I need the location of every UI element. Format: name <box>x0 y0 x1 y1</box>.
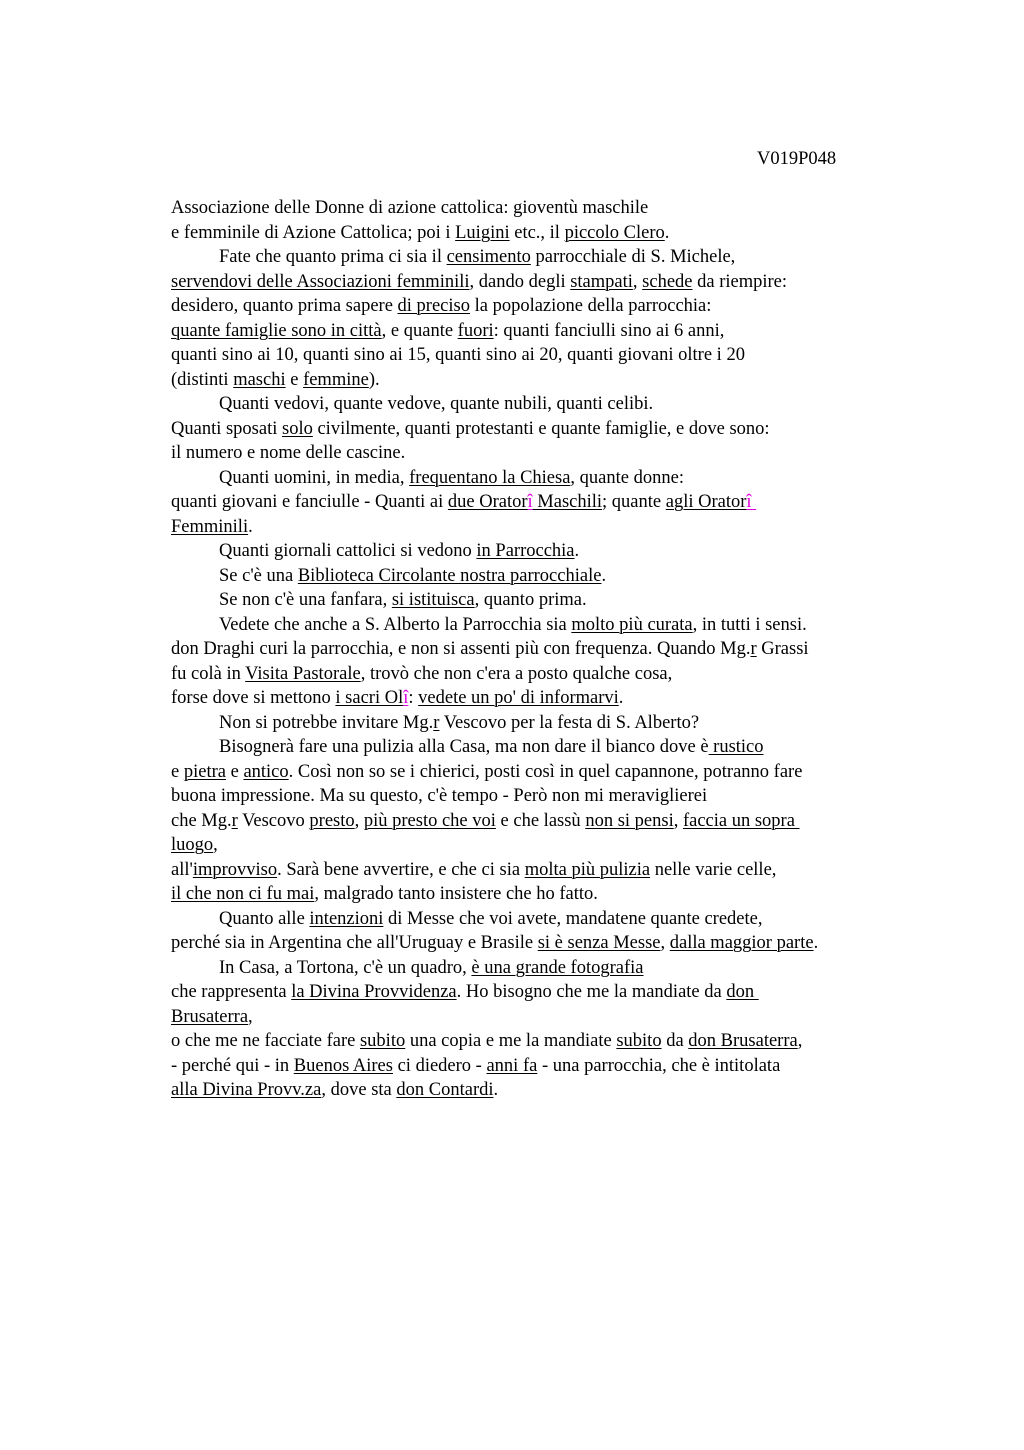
underlined-text: r <box>433 712 440 733</box>
underlined-text: molta più pulizia <box>524 859 651 880</box>
underlined-text: î <box>527 492 533 512</box>
underlined-text: î <box>403 688 409 708</box>
text-segment: e che lassù <box>495 810 586 831</box>
text-line <box>171 711 971 736</box>
text-segment: Vescovo <box>237 810 310 831</box>
underlined-text: quante famiglie sono in città <box>171 320 382 341</box>
text-line <box>171 735 971 760</box>
underlined-text: rustico <box>708 737 764 757</box>
letter-body <box>171 196 971 1103</box>
text-segment: : quanti fanciulli sino ai 6 anni, <box>493 320 725 341</box>
text-line <box>171 1005 971 1030</box>
text-segment: , <box>248 1006 253 1027</box>
underlined-text: i sacri Ol <box>335 688 404 708</box>
text-line <box>171 760 971 785</box>
underlined-text: servendovi delle Associazioni femminili <box>171 271 470 292</box>
text-segment: parrocchiale di S. Michele, <box>530 247 736 267</box>
text-line <box>171 931 971 956</box>
text-segment: , <box>660 933 670 953</box>
text-segment: . <box>248 516 253 537</box>
underlined-text: r <box>750 639 757 659</box>
text-line <box>171 343 971 368</box>
underlined-text: intenzioni <box>309 908 384 929</box>
text-segment: , <box>673 810 683 831</box>
text-segment: Se c'è una <box>219 565 298 586</box>
text-line <box>171 613 971 638</box>
text-segment: Quanti giornali cattolici si vedono <box>219 541 477 561</box>
text-segment: . <box>618 688 624 708</box>
text-segment: , e quante <box>381 320 458 341</box>
text-segment: forse dove si mettono <box>171 688 336 708</box>
text-segment: quanti sino ai 10, quanti sino ai 15, quanti sino ai 20, quanti giovani oltre i 20 <box>171 345 745 365</box>
text-segment: , quanto prima. <box>474 590 587 610</box>
text-segment: , in tutti i sensi. <box>692 614 807 635</box>
text-segment: da riempire: <box>692 271 788 292</box>
text-segment: etc., il <box>509 222 565 243</box>
text-segment: . <box>601 565 607 586</box>
underlined-text: stampati <box>570 271 633 292</box>
underlined-text: piccolo Clero <box>564 222 665 243</box>
text-segment: nelle varie celle, <box>650 859 777 880</box>
text-segment: , malgrado tanto insistere che ho fatto. <box>314 884 598 904</box>
text-line <box>171 1078 971 1103</box>
text-segment: , dove sta <box>321 1080 397 1100</box>
underlined-text: dalla maggior parte <box>669 933 814 953</box>
text-line <box>171 245 971 270</box>
text-segment: Vescovo per la festa di S. Alberto? <box>439 712 700 733</box>
text-segment: ci diedero - <box>392 1055 487 1076</box>
text-segment: Non si potrebbe invitare Mg. <box>219 712 434 733</box>
text-segment: da <box>661 1031 689 1051</box>
underlined-text: don Contardi <box>396 1080 494 1100</box>
text-segment: o che me ne facciate fare <box>171 1031 360 1051</box>
underlined-text: si istituisca <box>391 590 475 610</box>
text-segment: fu colà in <box>171 663 246 684</box>
underlined-text: r <box>231 810 238 831</box>
text-segment: Bisognerà fare una pulizia alla Casa, ma non dare il bianco dove è <box>219 737 709 757</box>
text-line <box>171 637 971 662</box>
underlined-text: di preciso <box>397 296 470 316</box>
underlined-text: più presto che voi <box>363 810 496 831</box>
text-segment: Quanto alle <box>219 908 310 929</box>
text-segment: . Ho bisogno che me la mandiate da <box>456 982 727 1002</box>
underlined-text: alla Divina Provv.za <box>171 1080 322 1100</box>
text-segment: . <box>813 933 819 953</box>
text-segment: Quanti vedovi, quante vedove, quante nubili, quanti celibi. <box>219 394 654 414</box>
text-line <box>171 907 971 932</box>
underlined-text: anni fa <box>486 1055 538 1076</box>
text-segment: di Messe che voi avete, mandatene quante credete, <box>383 908 763 929</box>
text-segment: don Draghi curi la parrocchia, e non si assenti più con frequenza. Quando Mg. <box>171 639 751 659</box>
underlined-text: la Divina Provvidenza <box>291 982 457 1002</box>
text-segment: . Così non so se i chierici, posti così in quel capannone, potranno fare <box>288 761 803 782</box>
underlined-text: antico <box>243 761 289 782</box>
underlined-text: Brusaterra <box>171 1006 249 1027</box>
text-segment: Grassi <box>756 639 809 659</box>
text-line <box>171 368 971 393</box>
text-line <box>171 809 971 834</box>
text-line <box>171 564 971 589</box>
text-segment: la popolazione della parrocchia: <box>469 296 712 316</box>
text-segment: e <box>225 761 244 782</box>
text-line <box>171 221 971 246</box>
text-line <box>171 833 971 858</box>
underlined-text: Buenos Aires <box>293 1055 393 1076</box>
text-segment: una copia e me la mandiate <box>405 1031 617 1051</box>
text-segment: , <box>632 271 643 292</box>
underlined-text: schede <box>642 271 693 292</box>
text-segment: Fate che quanto prima ci sia il <box>219 247 447 267</box>
underlined-text: femmine <box>303 369 369 390</box>
text-segment: e femminile di Azione Cattolica; poi i <box>171 222 456 243</box>
text-line <box>171 662 971 687</box>
text-segment: ). <box>368 369 380 390</box>
underlined-text: Visita Pastorale <box>245 663 361 684</box>
underlined-text: non si pensi <box>585 810 674 831</box>
text-segment: Quanti uomini, in media, <box>219 467 410 488</box>
text-segment: il numero e nome delle cascine. <box>171 443 406 463</box>
text-line <box>171 980 971 1005</box>
text-line <box>171 441 971 466</box>
text-segment: In Casa, a Tortona, c'è un quadro, <box>219 957 472 978</box>
text-segment: : <box>408 688 419 708</box>
text-segment: Vedete che anche a S. Alberto la Parrocchia sia <box>219 614 572 635</box>
underlined-text: maschi <box>233 369 286 390</box>
text-segment: , <box>354 810 364 831</box>
text-segment: , trovò che non c'era a posto qualche cosa, <box>360 663 673 684</box>
underlined-text: fuori <box>457 320 494 341</box>
text-segment: e <box>285 369 304 390</box>
page-reference: V019P048 <box>757 149 837 169</box>
underlined-text: si è senza Messe <box>537 933 661 953</box>
text-segment: . <box>493 1080 499 1100</box>
underlined-text: due Orator <box>447 492 528 512</box>
text-line <box>171 1029 971 1054</box>
underlined-text: Maschili <box>532 492 603 512</box>
text-line <box>171 686 971 711</box>
text-segment: - perché qui - in <box>171 1055 294 1076</box>
text-line <box>171 392 971 417</box>
text-line <box>171 417 971 442</box>
underlined-text: subito <box>359 1031 406 1051</box>
underlined-text: censimento <box>446 247 531 267</box>
text-segment: Quanti sposati <box>171 418 282 439</box>
text-segment: quanti giovani e fanciulle - Quanti ai <box>171 492 448 512</box>
text-segment: , quante donne: <box>570 467 684 488</box>
text-segment: , dando degli <box>469 271 571 292</box>
underlined-text: î <box>746 492 757 512</box>
text-line <box>171 1054 971 1079</box>
text-line <box>171 515 971 540</box>
underlined-text: faccia un sopra <box>682 810 800 831</box>
text-segment: (distinti <box>171 369 234 390</box>
underlined-text: presto <box>309 810 355 831</box>
underlined-text: pietra <box>183 761 226 782</box>
underlined-text: frequentano la Chiesa <box>409 467 571 488</box>
underlined-text: luogo <box>171 835 214 855</box>
text-segment: civilmente, quanti protestanti e quante famiglie, e dove sono: <box>312 418 770 439</box>
underlined-text: solo <box>282 418 313 439</box>
text-segment: , <box>797 1031 803 1051</box>
text-segment: Associazione delle Donne di azione cattolica: gioventù maschile <box>171 198 649 218</box>
underlined-text: improvviso <box>192 859 278 880</box>
text-line <box>171 294 971 319</box>
text-line <box>171 882 971 907</box>
text-segment: buona impressione. Ma su questo, c'è tempo - Però non mi meraviglierei <box>171 786 708 806</box>
text-segment: , <box>213 835 218 855</box>
text-line <box>171 270 971 295</box>
text-segment: perché sia in Argentina che all'Uruguay e Brasile <box>171 933 538 953</box>
text-line <box>171 319 971 344</box>
underlined-text: don <box>726 982 759 1002</box>
underlined-text: Luigini <box>455 222 510 243</box>
text-segment: . <box>664 222 670 243</box>
underlined-text: è una grande fotografia <box>471 957 644 978</box>
underlined-text: vedete un po' di informarvi <box>418 688 619 708</box>
text-segment: desidero, quanto prima sapere <box>171 296 398 316</box>
text-segment: che rappresenta <box>171 982 292 1002</box>
text-line <box>171 539 971 564</box>
underlined-text: subito <box>616 1031 662 1051</box>
text-segment: che Mg. <box>171 810 232 831</box>
text-line <box>171 858 971 883</box>
underlined-text: molto più curata <box>571 614 693 635</box>
text-segment: . <box>574 541 580 561</box>
text-line <box>171 466 971 491</box>
text-segment: Se non c'è una fanfara, <box>219 590 392 610</box>
text-line <box>171 956 971 981</box>
text-segment: - una parrocchia, che è intitolata <box>537 1055 781 1076</box>
text-line <box>171 784 971 809</box>
text-line <box>171 196 971 221</box>
text-segment: all' <box>171 859 193 880</box>
text-line <box>171 588 971 613</box>
underlined-text: il che non ci fu mai <box>171 884 315 904</box>
text-segment: . Sarà bene avvertire, e che ci sia <box>277 859 525 880</box>
text-line <box>171 490 971 515</box>
underlined-text: don Brusaterra <box>688 1031 798 1051</box>
underlined-text: in Parrocchia <box>476 541 575 561</box>
underlined-text: Biblioteca Circolante nostra parrocchiale <box>297 565 602 586</box>
underlined-text: Femminili <box>171 516 249 537</box>
text-segment: e <box>171 761 184 782</box>
text-segment: ; quante <box>602 492 666 512</box>
underlined-text: agli Orator <box>665 492 747 512</box>
